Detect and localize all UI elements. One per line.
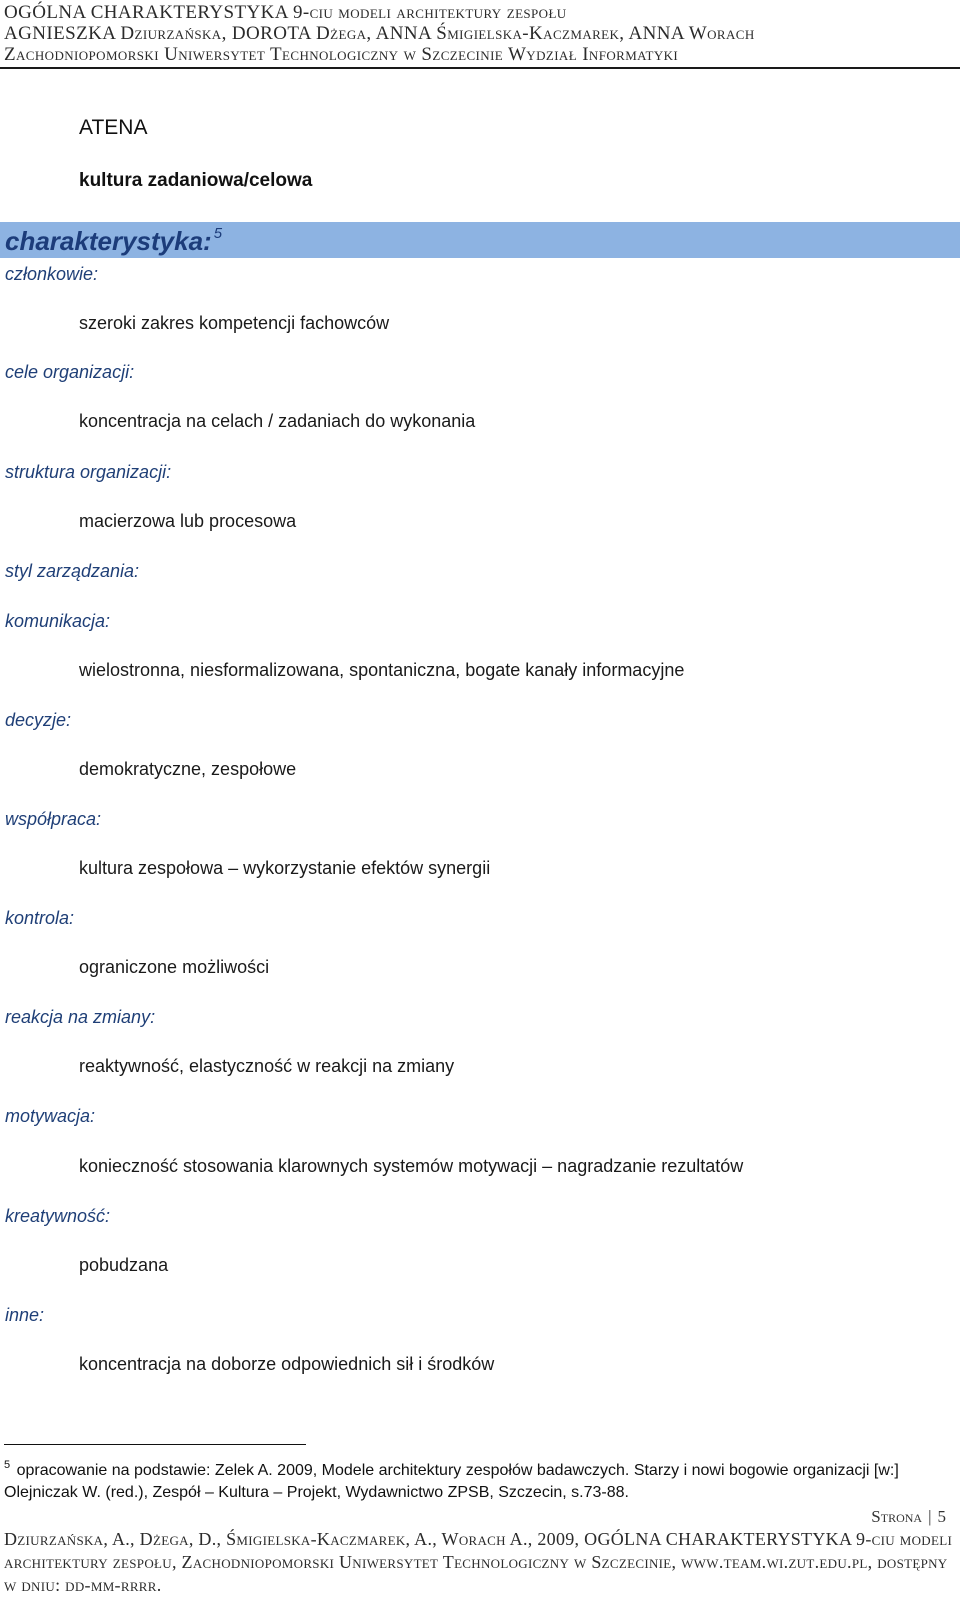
item-value-kreatywnosc: pobudzana bbox=[79, 1255, 169, 1275]
item-value-komunikacja: wielostronna, niesformalizowana, spontaniczna, bogate kanały informacyjne bbox=[79, 660, 685, 680]
item-label-reakcja: reakcja na zmiany: bbox=[5, 1007, 156, 1027]
item-label-czlonkowie: członkowie: bbox=[5, 264, 99, 284]
item-label-inne: inne: bbox=[5, 1305, 45, 1325]
item-label-struktura: struktura organizacji: bbox=[5, 462, 172, 482]
item-value-motywacja: konieczność stosowania klarownych systemów motywacji – nagradzanie rezultatów bbox=[79, 1156, 744, 1176]
header-divider bbox=[0, 67, 960, 69]
section-heading bbox=[5, 225, 222, 257]
item-value-czlonkowie: szeroki zakres kompetencji fachowców bbox=[79, 313, 390, 333]
footnote-text: opracowanie na podstawie: Zelek A. 2009, Modele architektury zespołów badawczych. Starzy i nowi bogowie organizacji [w:] Olejniczak W. (red.), Zespół – Kultura – Projekt, Wydawnictwo ZPSB, Szczecin, s.73-88. bbox=[4, 1462, 899, 1501]
page-header bbox=[4, 2, 960, 65]
footnote-divider bbox=[4, 1444, 306, 1445]
header-institution: Zachodniopomorski Uniwersytet Technologiczny w Szczecinie Wydział Informatyki bbox=[4, 44, 679, 65]
item-label-decyzje: decyzje: bbox=[5, 710, 72, 730]
footer-citation: Dziurzańska, A., Dżega, D., Śmigielska-Kaczmarek, A., Worach A., 2009, OGÓLNA CHARAKTERYSTYKA 9-ciu modeli architektury zespołu, Zachodniopomorski Uniwersytet Technologiczny w Szczecinie, www.team.wi.zut.edu.pl, dostępny w dniu: dd-mm-rrrr. bbox=[4, 1529, 953, 1595]
item-value-cele: koncentracja na celach / zadaniach do wykonania bbox=[79, 411, 476, 431]
item-label-styl: styl zarządzania: bbox=[5, 561, 140, 581]
model-title: ATENA bbox=[79, 116, 148, 139]
item-label-wspolpraca: współpraca: bbox=[5, 809, 102, 829]
footnote-number: 5 bbox=[4, 1459, 11, 1471]
page-number: Strona | 5 bbox=[871, 1507, 946, 1526]
page-number-value: 5 bbox=[937, 1507, 946, 1526]
item-label-motywacja: motywacja: bbox=[5, 1106, 96, 1126]
item-value-decyzje: demokratyczne, zespołowe bbox=[79, 759, 297, 779]
item-label-komunikacja: komunikacja: bbox=[5, 611, 111, 631]
model-subtitle: kultura zadaniowa/celowa bbox=[79, 170, 313, 191]
item-label-kontrola: kontrola: bbox=[5, 908, 75, 928]
section-heading-bar bbox=[0, 222, 960, 258]
footnote bbox=[4, 1454, 956, 1504]
item-label-cele: cele organizacji: bbox=[5, 362, 135, 382]
section-heading-text: charakterystyka: bbox=[5, 226, 212, 256]
item-value-reakcja: reaktywność, elastyczność w reakcji na zmiany bbox=[79, 1056, 455, 1076]
item-value-kontrola: ograniczone możliwości bbox=[79, 957, 270, 977]
item-value-inne: koncentracja na doborze odpowiednich sił i środków bbox=[79, 1354, 495, 1374]
header-authors: AGNIESZKA Dziurzańska, DOROTA Dżega, ANNA Śmigielska-Kaczmarek, ANNA Worach bbox=[4, 23, 755, 44]
header-title: OGÓLNA CHARAKTERYSTYKA 9-ciu modeli architektury zespołu bbox=[4, 2, 567, 23]
item-value-struktura: macierzowa lub procesowa bbox=[79, 511, 297, 531]
item-value-wspolpraca: kultura zespołowa – wykorzystanie efektów synergii bbox=[79, 858, 491, 878]
footnote-reference[interactable]: 5 bbox=[213, 225, 223, 242]
item-label-kreatywnosc: kreatywność: bbox=[5, 1206, 111, 1226]
page-label: Strona bbox=[871, 1507, 923, 1526]
